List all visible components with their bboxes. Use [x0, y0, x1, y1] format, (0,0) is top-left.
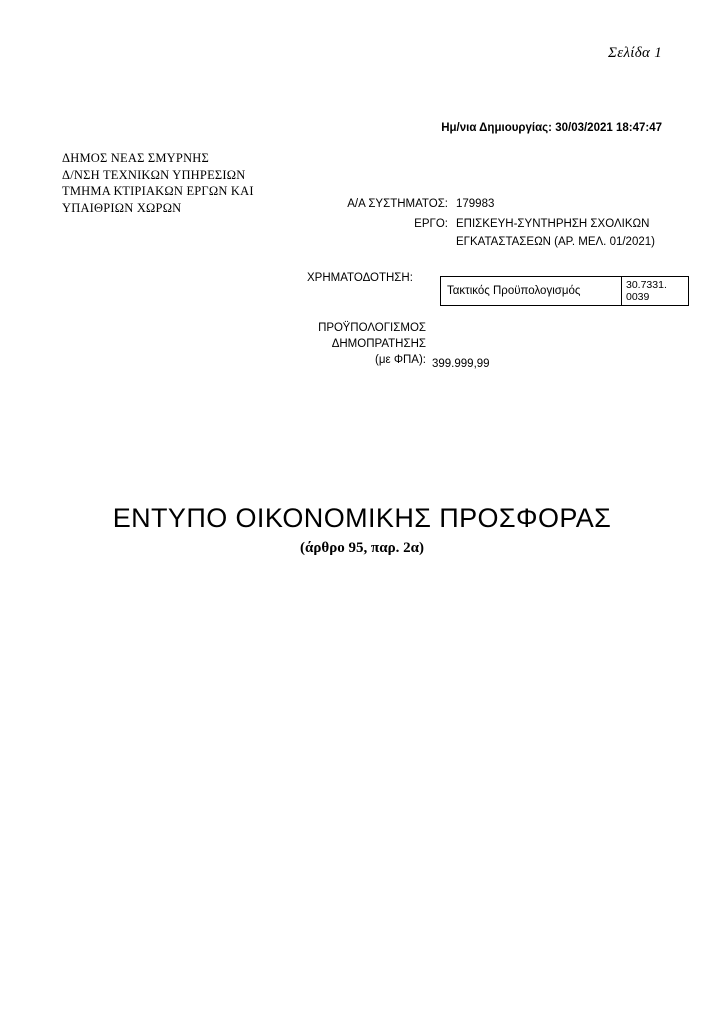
creation-date-value: 30/03/2021 18:47:47: [555, 122, 662, 134]
authority-block: [62, 150, 254, 216]
creation-date-label: Ημ/νια Δημιουργίας:: [441, 122, 552, 134]
creation-date: [441, 122, 662, 134]
budget-label-line-1: ΠΡΟΫΠΟΛΟΓΙΣΜΟΣ: [318, 322, 426, 334]
budget-label-block: [296, 320, 426, 368]
project-value-line-1: ΕΠΙΣΚΕΥΗ-ΣΥΝΤΗΡΗΣΗ ΣΧΟΛΙΚΩΝ: [456, 218, 650, 230]
funding-kind-cell: Τακτικός Προϋπολογισμός: [441, 277, 622, 306]
budget-amount: 399.999,99: [432, 358, 490, 370]
page-subtitle: (άρθρο 95, παρ. 2α): [300, 540, 424, 556]
funding-code-cell: [622, 277, 689, 306]
project-label: ΕΡΓΟ:: [414, 218, 448, 230]
tender-info-block: [300, 198, 680, 248]
project-value-line-2: ΕΓΚΑΤΑΣΤΑΣΕΩΝ (ΑΡ. ΜΕΛ. 01/2021): [456, 236, 655, 248]
table-row: [441, 277, 689, 306]
funding-code-line-2: 0039: [626, 291, 650, 303]
funding-code-line-1: 30.7331.: [626, 279, 667, 291]
page-number: Σελίδα 1: [608, 45, 662, 61]
system-number-value: 179983: [456, 198, 495, 210]
system-number-row: [300, 198, 680, 210]
authority-line-1: ΔΗΜΟΣ ΝΕΑΣ ΣΜΥΡΝΗΣ: [62, 151, 209, 165]
budget-label-line-3: (με ΦΠΑ):: [375, 354, 426, 366]
authority-line-2: Δ/ΝΣΗ ΤΕΧΝΙΚΩΝ ΥΠΗΡΕΣΙΩΝ: [62, 167, 246, 182]
funding-table: [440, 276, 689, 306]
budget-label-line-2: ΔΗΜΟΠΡΑΤΗΣΗΣ: [331, 338, 426, 350]
project-row: [300, 218, 680, 230]
authority-line-4: ΥΠΑΙΘΡΙΩΝ ΧΩΡΩΝ: [62, 200, 182, 215]
page-title: ΕΝΤΥΠΟ ΟΙΚΟΝΟΜΙΚΗΣ ΠΡΟΣΦΟΡΑΣ: [112, 503, 612, 533]
authority-line-3: ΤΜΗΜΑ ΚΤΙΡΙΑΚΩΝ ΕΡΓΩΝ ΚΑΙ: [62, 184, 254, 198]
funding-label: ΧΡΗΜΑΤΟΔΟΤΗΣΗ:: [307, 272, 413, 284]
system-number-label: Α/Α ΣΥΣΤΗΜΑΤΟΣ:: [347, 198, 448, 210]
